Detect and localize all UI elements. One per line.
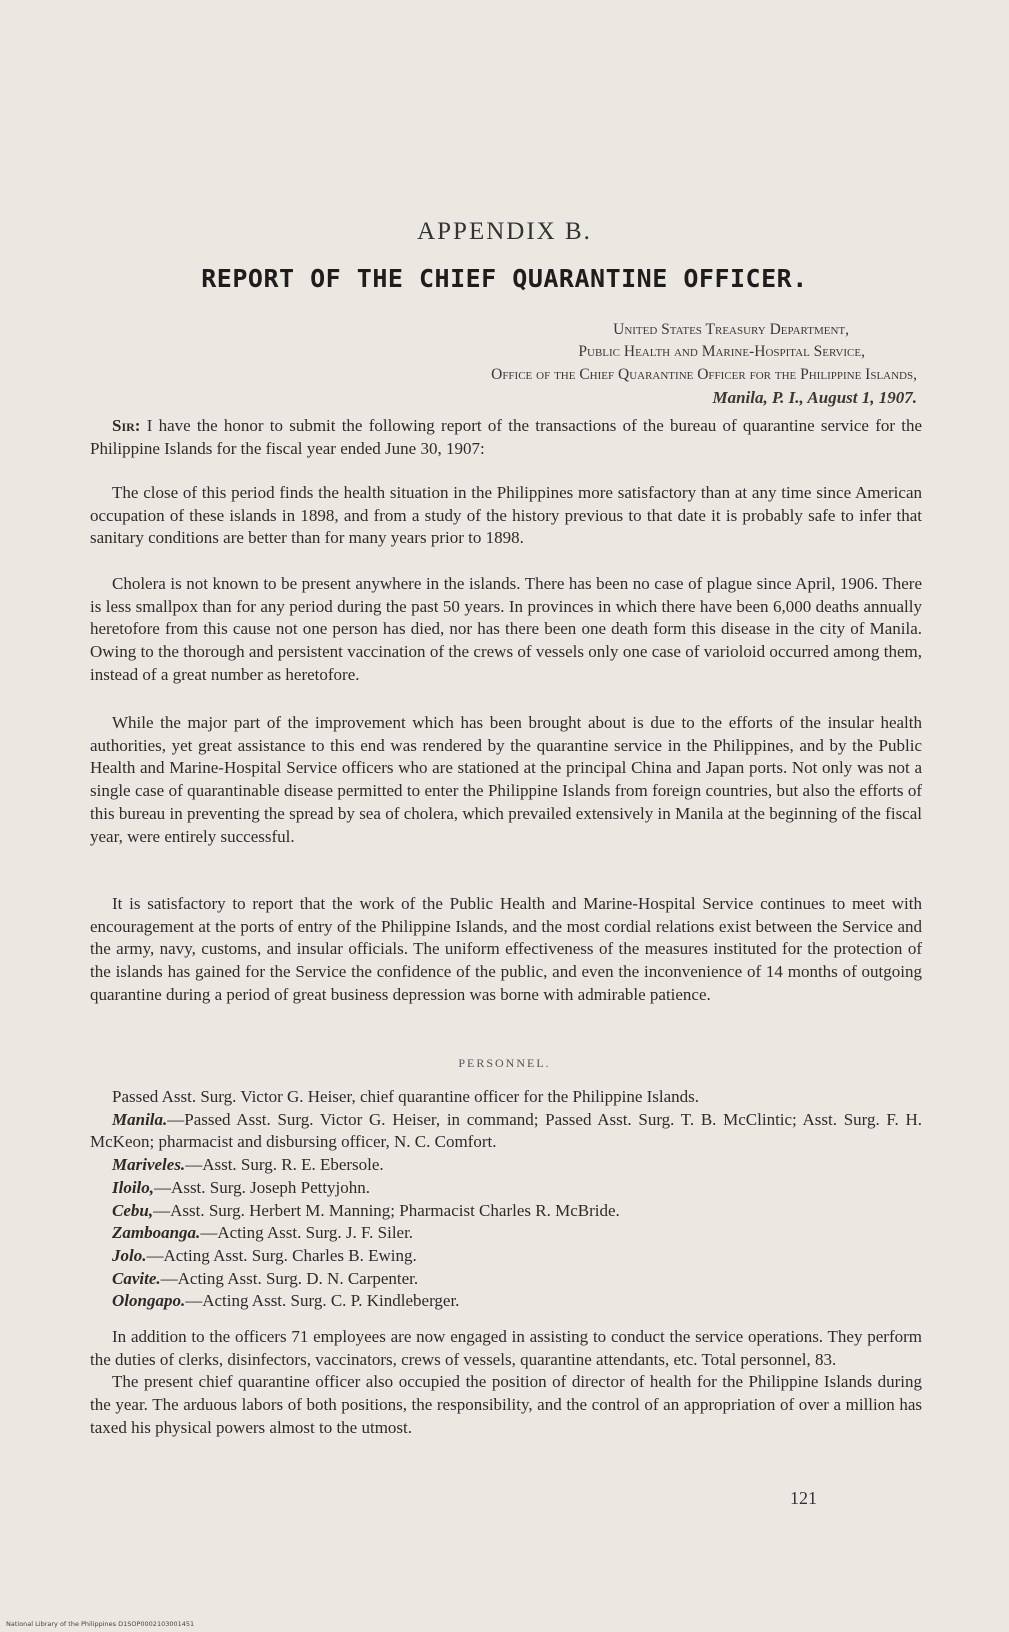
station-staff: —Passed Asst. Surg. Victor G. Heiser, in command; Passed Asst. Surg. T. B. McClintic; Asst. Surg. F. H. McKeon; pharmacist and disbursing officer, N. C. Comfort. xyxy=(90,1109,922,1152)
paragraph-sir xyxy=(90,415,922,460)
station-staff: —Acting Asst. Surg. D. N. Carpenter. xyxy=(160,1268,419,1288)
paragraph-while-text: While the major part of the improvement which has been brought about is due to the efforts of the insular health authorities, yet great assistance to this end was rendered by the quarantine service in the Philippines, and by the Public Health and Marine-Hospital Service officers who are stationed at the principal China and Japan ports. Not only was not a single case of quarantinable disease permitted to enter the Philippine Islands from foreign countries, but also the efforts of this bureau in preventing the spread by sea of cholera, which prevailed extensively in Manila at the beginning of the fiscal year, were entirely successful. xyxy=(90,713,922,846)
scan-credit-footer: National Library of the Philippines D1SOP0002103001451 xyxy=(6,1620,195,1628)
personnel-heading: PERSONNEL. xyxy=(458,1056,551,1070)
salutation: Sir: xyxy=(112,416,141,435)
personnel-entry xyxy=(90,1200,922,1223)
address-line-department: United States Treasury Department, xyxy=(613,321,849,338)
paragraph-satisfactory xyxy=(90,893,922,1007)
paragraph-satisfactory-text: It is satisfactory to report that the work of the Public Health and Marine-Hospital Service continues to meet with encouragement at the ports of entry of the Philippine Islands, and the most cordial relations exist between the Service and the army, navy, customs, and insular officials. The uniform effectiveness of the measures instituted for the protection of the islands has gained for the Service the confidence of the public, and even the inconvenience of 14 months of outgoing quarantine during a period of great business depression was borne with admirable patience. xyxy=(90,894,922,1004)
station-staff: —Acting Asst. Surg. C. P. Kindleberger. xyxy=(185,1291,460,1311)
station-name: Cavite. xyxy=(112,1268,161,1288)
address-line-office: Office of the Chief Quarantine Officer for the Philippine Islands, xyxy=(491,366,917,383)
paragraph-close-text: The close of this period finds the health situation in the Philippines more satisfactory than at any time since American occupation of these islands in 1898, and from a study of the history previous to that date it is probably safe to infer that sanitary conditions are better than for many years prior to 1898. xyxy=(90,483,922,548)
station-name: Zamboanga. xyxy=(112,1223,201,1243)
station-staff: —Asst. Surg. Herbert M. Manning; Pharmacist Charles R. McBride. xyxy=(153,1200,620,1220)
report-title: REPORT OF THE CHIEF QUARANTINE OFFICER. xyxy=(201,264,808,293)
appendix-heading: APPENDIX B. xyxy=(417,218,592,245)
paragraph-employees: In addition to the officers 71 employees are now engaged in assisting to conduct the service operations. They perform the duties of clerks, disinfectors, vaccinators, crews of vessels, quarantine attendants, etc. Total personnel, 83. xyxy=(90,1327,922,1369)
personnel-list xyxy=(90,1086,922,1313)
page-number: 121 xyxy=(790,1488,817,1508)
station-staff: —Asst. Surg. R. E. Ebersole. xyxy=(185,1155,384,1175)
station-name: Cebu, xyxy=(112,1200,154,1220)
personnel-entry xyxy=(90,1245,922,1268)
station-name: Manila. xyxy=(112,1109,168,1129)
paragraph-cholera xyxy=(90,573,922,687)
station-staff: —Acting Asst. Surg. J. F. Siler. xyxy=(200,1223,414,1243)
station-name: Mariveles. xyxy=(112,1155,186,1175)
paragraph-while xyxy=(90,712,922,848)
station-name: Olongapo. xyxy=(112,1291,186,1311)
station-staff: —Acting Asst. Surg. Charles B. Ewing. xyxy=(146,1245,417,1265)
personnel-chief: Passed Asst. Surg. Victor G. Heiser, chief quarantine officer for the Philippine Islands. xyxy=(112,1087,700,1106)
personnel-entry xyxy=(90,1222,922,1245)
personnel-entry xyxy=(90,1290,922,1313)
address-line-date: Manila, P. I., August 1, 1907. xyxy=(712,388,917,407)
station-staff: —Asst. Surg. Joseph Pettyjohn. xyxy=(154,1177,371,1197)
station-name: Iloilo, xyxy=(112,1177,155,1197)
paragraph-close xyxy=(90,482,922,550)
paragraph-sir-text: I have the honor to submit the following report of the transactions of the bureau of quarantine service for the Philippine Islands for the fiscal year ended June 30, 1907: xyxy=(90,416,923,458)
address-line-service: Public Health and Marine-Hospital Service, xyxy=(578,343,865,360)
personnel-entry xyxy=(90,1268,922,1291)
personnel-entry xyxy=(90,1154,922,1177)
paragraph-cholera-text: Cholera is not known to be present anywhere in the islands. There has been no case of plague since April, 1906. There is less smallpox than for any period during the past 50 years. In provinces in which there have been 6,000 deaths annually heretofore from this cause not one person has died, nor has there been one death form this disease in the city of Manila. Owing to the thorough and persistent vaccination of the crews of vessels only one case of varioloid occurred among them, instead of a great number as heretofore. xyxy=(90,574,922,684)
paragraph-director: The present chief quarantine officer also occupied the position of director of health for the Philippine Islands during the year. The arduous labors of both positions, the responsibility, and the control of an appropriation of over a million has taxed his physical powers almost to the utmost. xyxy=(90,1372,922,1437)
personnel-entry xyxy=(90,1109,922,1154)
personnel-entry xyxy=(90,1177,922,1200)
closing-paragraphs xyxy=(90,1326,922,1440)
station-name: Jolo. xyxy=(112,1245,147,1265)
